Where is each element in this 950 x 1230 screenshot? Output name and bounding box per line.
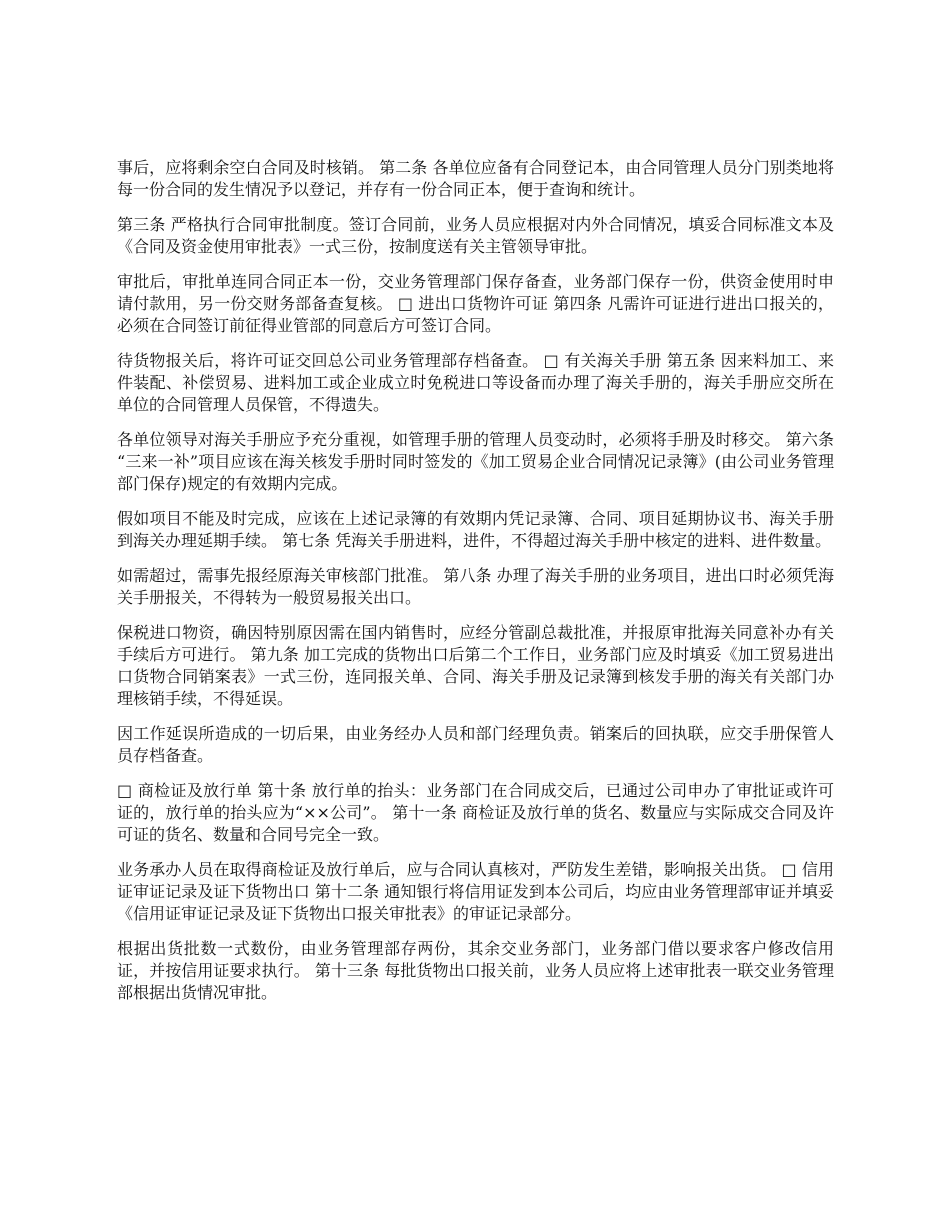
paragraph: 各单位领导对海关手册应予充分重视，如管理手册的管理人员变动时，必须将手册及时移交。 第六条 “三来一补”项目应该在海关核发手册时同时签发的《加工贸易企业合同情况记录簿》(由公司业务管理部门保存)规定的有效期内完成。 [117,430,834,493]
paragraph: 第三条 严格执行合同审批制度。签订合同前，业务人员应根据对内外合同情况，填妥合同标准文本及《合同及资金使用审批表》一式三份，按制度送有关主管领导审批。 [117,215,834,256]
paragraph: 待货物报关后，将许可证交回总公司业务管理部存档备查。 □ 有关海关手册 第五条 因来料加工、来件装配、补偿贸易、进料加工或企业成立时免税进口等设备而办理了海关手册的，海关手册应交所在单位的合同管理人员保管，不得遗失。 [117,351,834,414]
paragraph: 根据出货批数一式数份，由业务管理部存两份，其余交业务部门，业务部门借以要求客户修改信用证，并按信用证要求执行。 第十三条 每批货物出口报关前，业务人员应将上述审批表一联交业务管理部根据出货情况审批。 [117,939,834,1002]
paragraph: 审批后，审批单连同合同正本一份，交业务管理部门保存备查，业务部门保存一份，供资金使用时申请付款用，另一份交财务部备查复核。 □ 进出口货物许可证 第四条 凡需许可证进行进出口报关的，必须在合同签订前征得业管部的同意后方可签订合同。 [117,272,834,335]
paragraph: 事后，应将剩余空白合同及时核销。 第二条 各单位应备有合同登记本，由合同管理人员分门别类地将每一份合同的发生情况予以登记，并存有一份合同正本，便于查询和统计。 [117,158,834,199]
paragraph: 保税进口物资，确因特别原因需在国内销售时，应经分管副总裁批准，并报原审批海关同意补办有关手续后方可进行。 第九条 加工完成的货物出口后第二个工作日，业务部门应及时填妥《加工贸易进出口货物合同销案表》一式三份，连同报关单、合同、海关手册及记录簿到核发手册的海关有关部门办理核销手续，不得延误。 [117,623,834,708]
paragraph: 假如项目不能及时完成，应该在上述记录簿的有效期内凭记录簿、合同、项目延期协议书、海关手册到海关办理延期手续。 第七条 凭海关手册进料，进件，不得超过海关手册中核定的进料、进件数量。 [117,509,834,550]
paragraph: □ 商检证及放行单 第十条 放行单的抬头：业务部门在合同成交后，已通过公司申办了审批证或许可证的，放行单的抬头应为“××公司”。 第十一条 商检证及放行单的货名、数量应与实际成交合同及许可证的货名、数量和合同号完全一致。 [117,781,834,844]
document-body [117,157,834,1017]
paragraph: 因工作延误所造成的一切后果，由业务经办人员和部门经理负责。销案后的回执联，应交手册保管人员存档备查。 [117,724,834,765]
paragraph: 如需超过，需事先报经原海关审核部门批准。 第八条 办理了海关手册的业务项目，进出口时必须凭海关手册报关，不得转为一般贸易报关出口。 [117,566,834,607]
paragraph: 业务承办人员在取得商检证及放行单后，应与合同认真核对，严防发生差错，影响报关出货。 □ 信用证审证记录及证下货物出口 第十二条 通知银行将信用证发到本公司后，均应由业务管理部审证并填妥《信用证审证记录及证下货物出口报关审批表》的审证记录部分。 [117,860,834,923]
